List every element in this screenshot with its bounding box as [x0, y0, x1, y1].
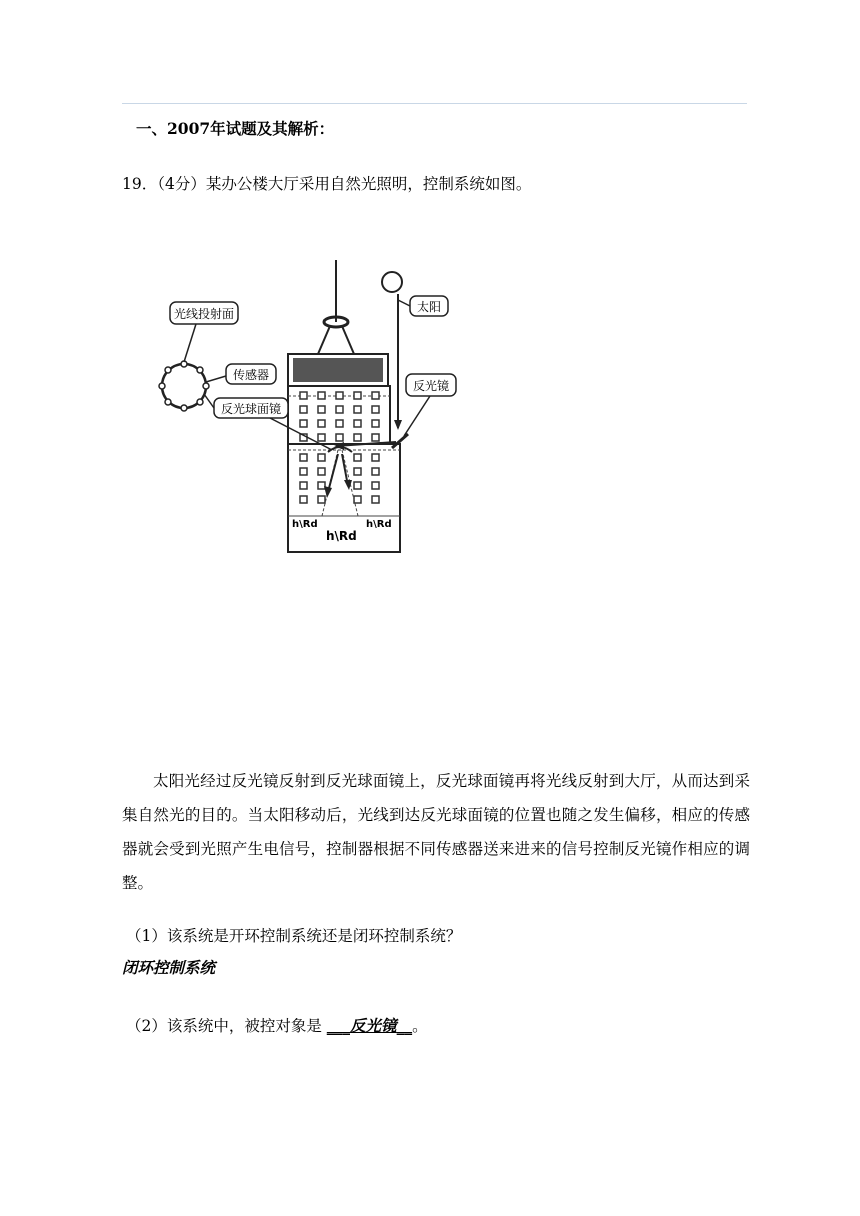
people-right: h\Rd: [366, 519, 392, 530]
antenna-leg-right: [342, 326, 354, 354]
label-light-surface: 光线投射面: [173, 307, 235, 321]
label-spherical-mirror: 反光球面镜: [220, 402, 282, 416]
leader-sensor: [206, 376, 226, 382]
leader-reflector: [404, 396, 430, 436]
explanation-paragraph: 太阳光经过反光镜反射到反光球面镜上，反光球面镜再将光线反射到大厅，从而达到采集自然光的目的。当太阳移动后，光线到达反光球面镜的位置也随之发生偏移，相应的传感器就会受到光照产生电信号，控制器根据不同传感器送来进来的信号控制反光镜作相应的调整。: [122, 772, 750, 892]
people-left: h\Rd: [292, 519, 318, 530]
antenna-leg-left: [318, 326, 330, 354]
sun-icon: [382, 272, 402, 292]
leader-spherical-to-ring: [204, 394, 214, 408]
leader-light-surface: [184, 324, 196, 362]
label-reflector: 反光镜: [412, 379, 450, 393]
question-text: 19．（4分）某办公楼大厅采用自然光照明，控制系统如图。: [122, 175, 532, 193]
label-sensor: 传感器: [232, 368, 270, 382]
sub-question-2: [126, 1014, 428, 1036]
roof-texture: [293, 358, 383, 382]
answer-2: 反光镜: [350, 1016, 397, 1035]
people-center: h\Rd: [326, 529, 357, 543]
section-heading: 一、2007年试题及其解析：: [136, 119, 335, 138]
sub-question-2-prefix: （2）该系统中，被控对象是: [126, 1017, 327, 1035]
answer-blank: [327, 1016, 412, 1035]
sub-question-2-suffix: 。: [412, 1017, 428, 1035]
building-diagram: [140, 222, 480, 577]
blank-lead: ___: [326, 1016, 351, 1035]
leader-sun: [398, 300, 410, 306]
answer-1: 闭环控制系统: [122, 958, 216, 977]
blank-tail: __: [396, 1016, 413, 1035]
header-rule: [122, 103, 747, 104]
sub-question-1: （1）该系统是开环控制系统还是闭环控制系统？: [126, 927, 462, 945]
sun-ray-arrow: [394, 420, 402, 430]
control-system-figure: [140, 222, 480, 577]
label-sun: 太阳: [416, 300, 442, 314]
